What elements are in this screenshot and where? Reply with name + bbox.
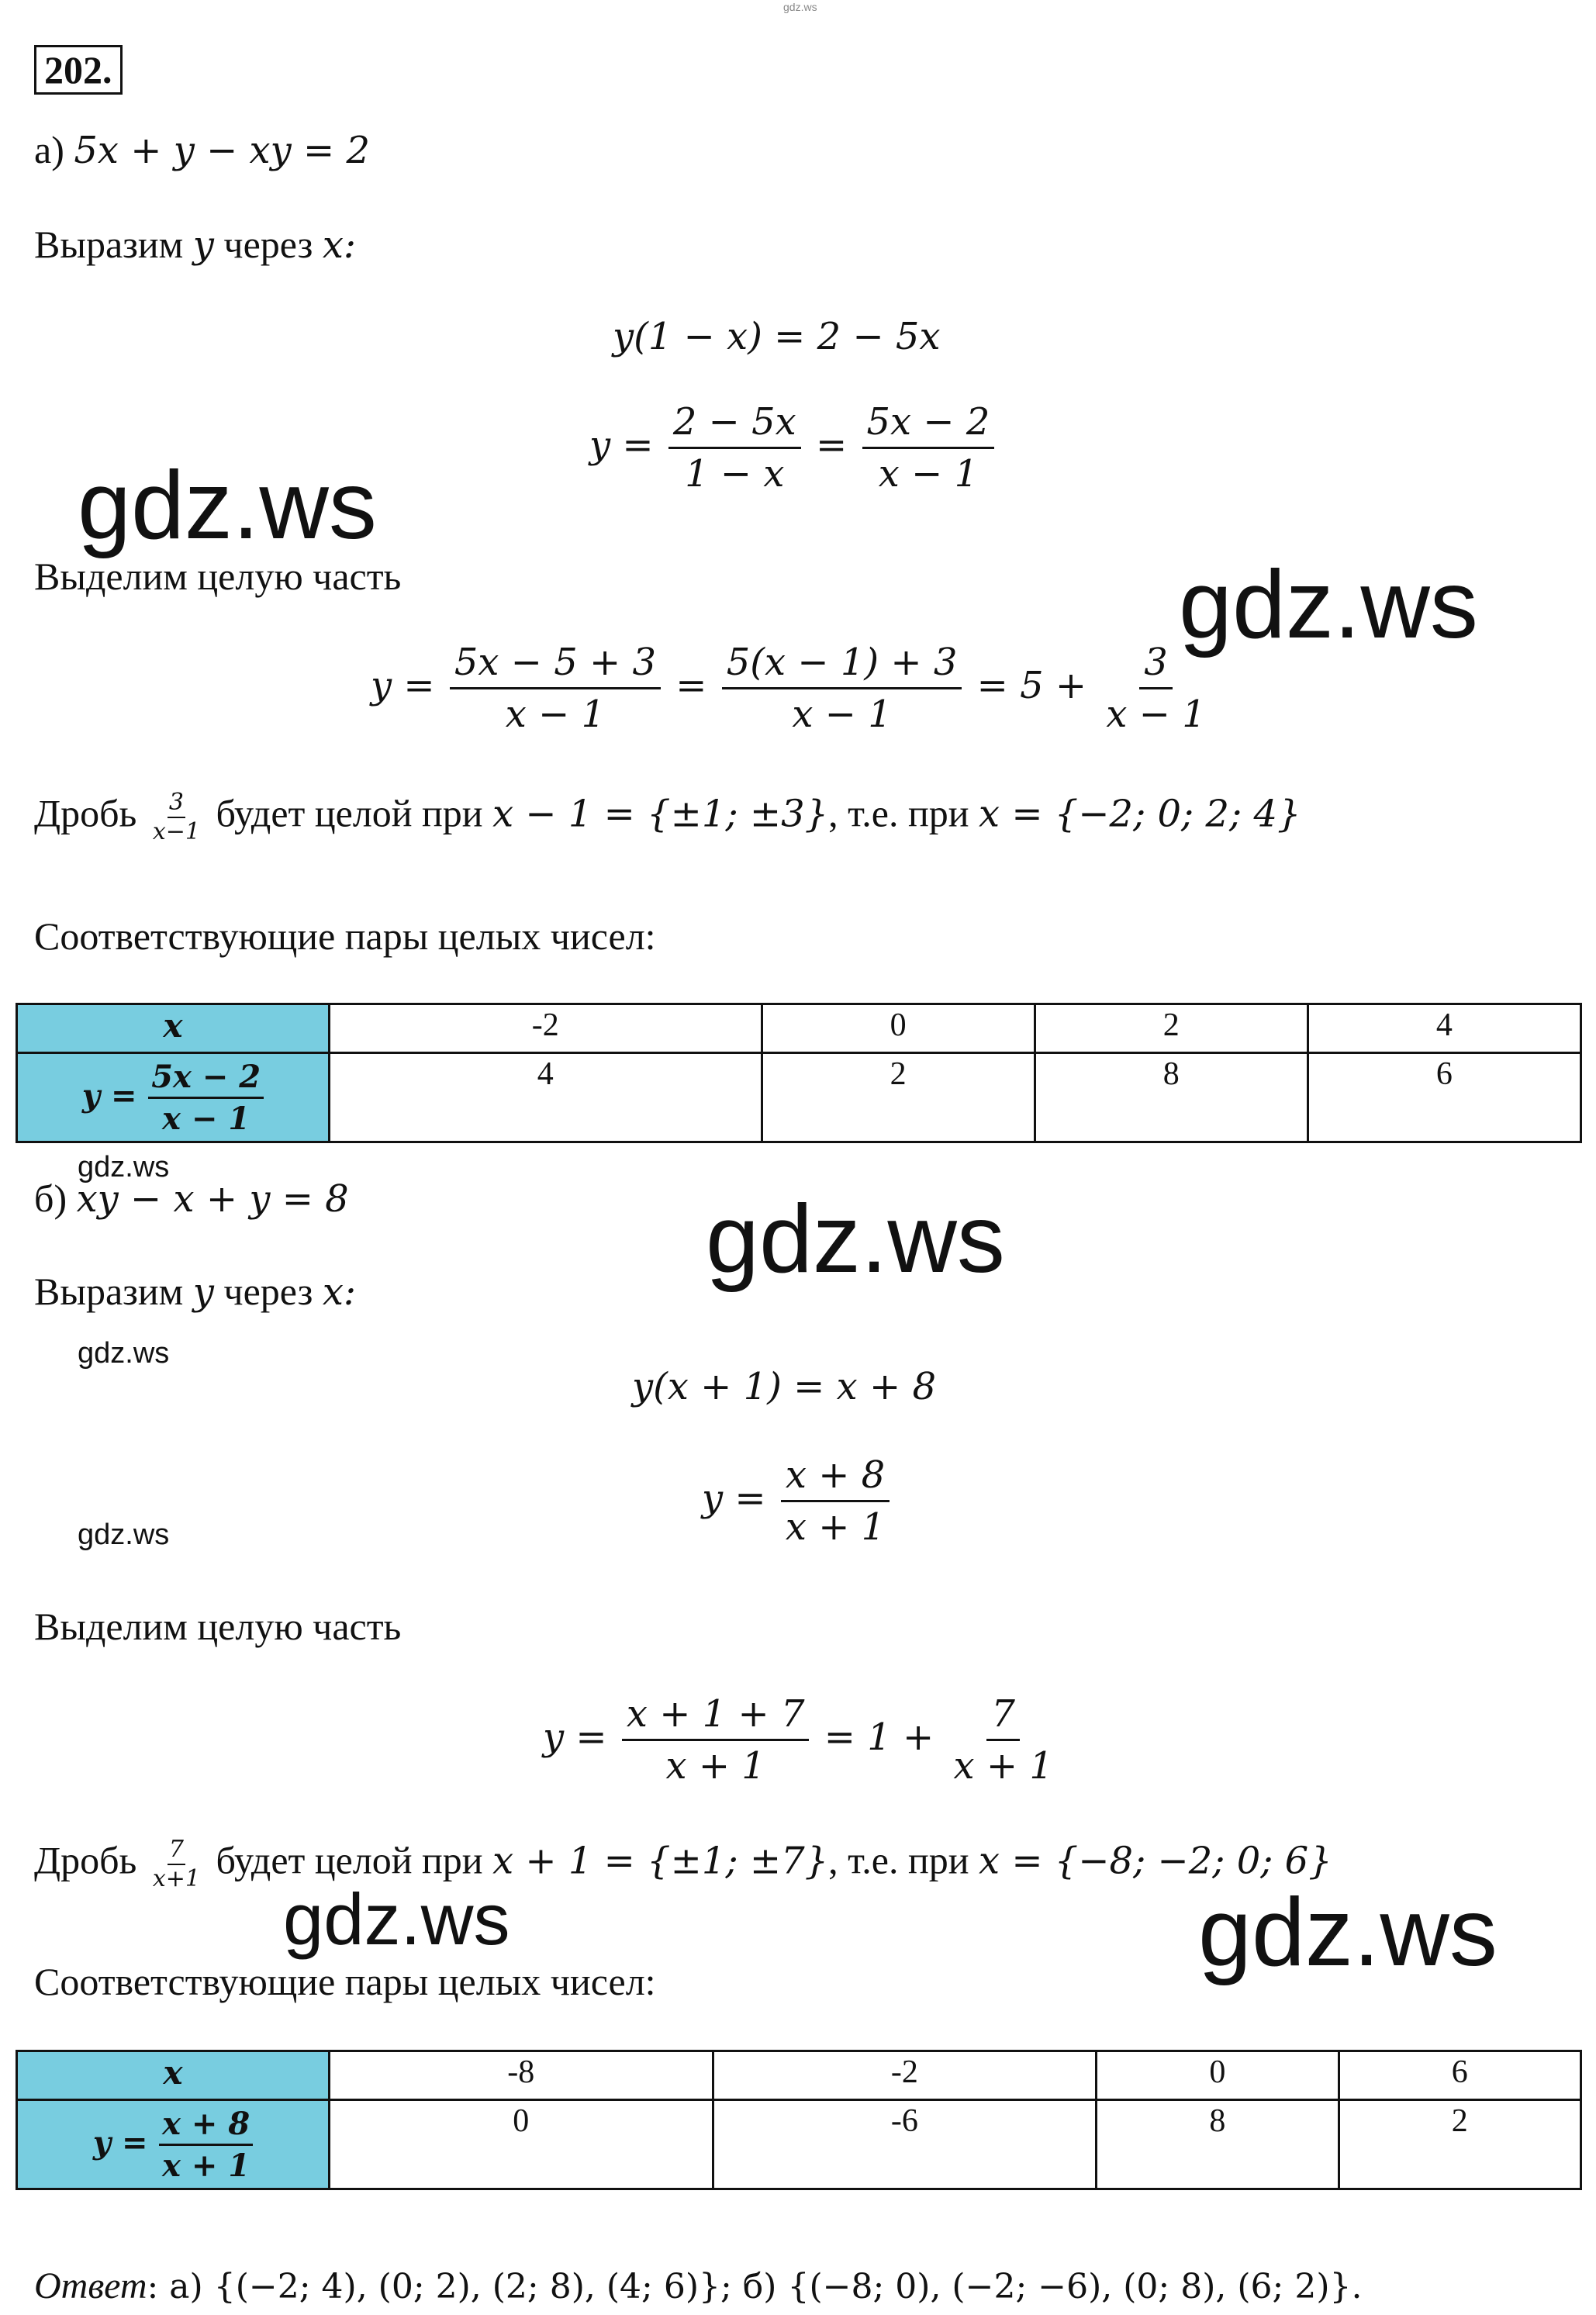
table-cell: -2 xyxy=(330,1004,762,1053)
eq3-f2-denominator: x − 1 xyxy=(792,693,892,736)
part-a-fraction-line xyxy=(34,791,1301,844)
problem-number: 202. xyxy=(34,45,123,95)
eq2-equals: = xyxy=(816,423,848,467)
answer-text: : а) {(−2; 4), (0; 2), (2; 8), (4; 6)}; б) {(−8; 0), (−2; −6), (0; 8), (6; 2)}. xyxy=(147,2267,1363,2306)
y-header-den: x − 1 xyxy=(162,1100,250,1137)
eq3-f1-denominator: x + 1 xyxy=(665,1744,765,1788)
table-cell: 6 xyxy=(1339,2051,1580,2100)
frac-text: будет целой при xyxy=(216,791,483,835)
frac-text-2: , т.е. при xyxy=(828,1838,969,1882)
small-frac-num: 7 xyxy=(168,1838,185,1865)
y-header-num: 5x − 2 xyxy=(148,1059,264,1099)
part-b-pairs-title: Соответствующие пары целых чисел: xyxy=(34,1960,656,2003)
frac-prefix: Дробь xyxy=(34,791,137,835)
express-word: Выразим xyxy=(34,223,184,266)
eq3-f2-denominator: x + 1 xyxy=(953,1744,1053,1788)
small-frac-den: x+1 xyxy=(152,1865,201,1892)
y-header-lhs: y = xyxy=(92,2124,148,2161)
part-b-eq3 xyxy=(543,1692,1061,1788)
part-b-whole-part: Выделим целую часть xyxy=(34,1605,402,1648)
express-word: Выразим xyxy=(34,1270,184,1313)
watermark: gdz.ws xyxy=(78,1151,170,1183)
eq2-lhs: y = xyxy=(702,1477,766,1520)
table-row xyxy=(17,1053,1581,1142)
table-cell: 2 xyxy=(1339,2100,1580,2189)
eq3-lhs: y = xyxy=(543,1716,607,1759)
part-a-eq1: y(1 − x) = 2 − 5x xyxy=(613,315,941,358)
eq2-f1-denominator: 1 − x xyxy=(685,452,785,496)
table-cell: -2 xyxy=(713,2051,1097,2100)
eq2-fraction-1 xyxy=(668,400,801,496)
part-b-heading xyxy=(34,1177,349,1221)
part-b-label: б) xyxy=(34,1177,67,1220)
part-a-equation: 5x + y − xy = 2 xyxy=(74,129,370,172)
watermark: gdz.ws xyxy=(706,1186,1005,1293)
x-header-cell xyxy=(17,2051,330,2100)
frac-condition: x + 1 = {±1; ±7} xyxy=(492,1839,829,1883)
eq3-fraction-1 xyxy=(450,641,661,736)
express-x-var: x: xyxy=(322,1270,357,1314)
y-header-den: x + 1 xyxy=(162,2147,250,2184)
answer-line xyxy=(34,2265,1363,2306)
small-fraction xyxy=(151,791,202,844)
frac-text-2: , т.е. при xyxy=(828,791,969,835)
table-cell: 2 xyxy=(1035,1004,1308,1053)
watermark: gdz.ws xyxy=(1179,551,1478,658)
eq3-equals-2: = 5 + xyxy=(976,664,1087,707)
answer-label: Ответ xyxy=(34,2265,147,2306)
y-header-cell xyxy=(17,2100,330,2189)
x-header: x xyxy=(163,2054,183,2092)
table-cell: 0 xyxy=(1097,2051,1339,2100)
eq2-denominator: x + 1 xyxy=(785,1505,886,1549)
eq3-f3-numerator: 3 xyxy=(1139,644,1173,689)
small-fraction xyxy=(151,1838,202,1891)
express-x-var: x: xyxy=(322,223,357,267)
eq3-fraction-1 xyxy=(622,1692,810,1788)
eq3-f1-denominator: x − 1 xyxy=(505,693,606,736)
part-b-fraction-line xyxy=(34,1838,1332,1891)
y-header-lhs: y = xyxy=(81,1077,137,1114)
eq2-f2-numerator: 5x − 2 xyxy=(862,403,995,449)
eq3-f1-numerator: x + 1 + 7 xyxy=(622,1695,810,1741)
eq3-equals: = xyxy=(675,664,707,707)
part-b-table xyxy=(16,2050,1582,2190)
watermark: gdz.ws xyxy=(78,1519,170,1551)
table-cell: 8 xyxy=(1097,2100,1339,2189)
frac-result: x = {−2; 0; 2; 4} xyxy=(978,792,1301,836)
eq2-f2-denominator: x − 1 xyxy=(878,452,979,496)
eq3-f1-numerator: 5x − 5 + 3 xyxy=(450,644,661,689)
eq3-equals: = 1 + xyxy=(824,1716,934,1759)
y-header-fraction xyxy=(159,2106,253,2184)
eq3-f2-numerator: 5(x − 1) + 3 xyxy=(722,644,962,689)
part-a-heading xyxy=(34,128,370,172)
eq2-lhs: y = xyxy=(589,423,654,467)
eq3-f3-denominator: x − 1 xyxy=(1106,693,1206,736)
table-cell: 2 xyxy=(762,1053,1035,1142)
table-cell: 6 xyxy=(1308,1053,1580,1142)
top-watermark: gdz.ws xyxy=(783,1,817,13)
table-row xyxy=(17,1004,1581,1053)
part-a-pairs-title: Соответствующие пары целых чисел: xyxy=(34,914,656,958)
frac-condition: x − 1 = {±1; ±3} xyxy=(492,792,829,836)
watermark: gdz.ws xyxy=(1198,1879,1498,1986)
y-header-fraction xyxy=(148,1059,264,1137)
eq3-lhs: y = xyxy=(371,664,435,707)
part-b-equation: xy − x + y = 8 xyxy=(76,1177,349,1221)
table-row xyxy=(17,2051,1581,2100)
express-through: через xyxy=(223,223,313,266)
small-frac-num: 3 xyxy=(168,791,185,818)
watermark: gdz.ws xyxy=(283,1878,510,1960)
part-b-eq2 xyxy=(702,1453,893,1549)
part-a-eq3 xyxy=(371,641,1214,736)
part-a-whole-part: Выделим целую часть xyxy=(34,555,402,598)
eq2-f1-numerator: 2 − 5x xyxy=(668,403,801,449)
frac-text: будет целой при xyxy=(216,1838,483,1882)
eq3-f2-numerator: 7 xyxy=(986,1695,1020,1741)
table-cell: -6 xyxy=(713,2100,1097,2189)
watermark: gdz.ws xyxy=(78,1337,170,1370)
part-a-express-line xyxy=(34,223,357,267)
table-cell: 4 xyxy=(1308,1004,1580,1053)
express-y-var: y xyxy=(192,1270,214,1314)
eq3-fraction-2 xyxy=(949,1692,1058,1788)
eq3-fraction-2 xyxy=(722,641,962,736)
frac-result: x = {−8; −2; 0; 6} xyxy=(978,1839,1332,1883)
table-row xyxy=(17,2100,1581,2189)
table-cell: 0 xyxy=(330,2100,713,2189)
eq2-fraction-2 xyxy=(862,400,995,496)
table-cell: -8 xyxy=(330,2051,713,2100)
express-through: через xyxy=(223,1270,313,1313)
x-header-cell xyxy=(17,1004,330,1053)
x-header: x xyxy=(163,1007,183,1045)
part-b-express-line xyxy=(34,1270,357,1314)
part-a-eq2 xyxy=(589,400,997,496)
eq2-fraction xyxy=(781,1453,890,1549)
table-cell: 0 xyxy=(762,1004,1035,1053)
eq2-numerator: x + 8 xyxy=(781,1456,890,1502)
watermark: gdz.ws xyxy=(78,452,377,559)
small-frac-den: x−1 xyxy=(152,818,201,845)
y-header-num: x + 8 xyxy=(159,2106,253,2146)
table-cell: 4 xyxy=(330,1053,762,1142)
part-a-table xyxy=(16,1003,1582,1143)
frac-prefix: Дробь xyxy=(34,1838,137,1882)
express-y-var: y xyxy=(192,223,214,267)
y-header-cell xyxy=(17,1053,330,1142)
part-a-label: а) xyxy=(34,128,64,171)
part-b-eq1: y(x + 1) = x + 8 xyxy=(632,1365,936,1408)
table-cell: 8 xyxy=(1035,1053,1308,1142)
